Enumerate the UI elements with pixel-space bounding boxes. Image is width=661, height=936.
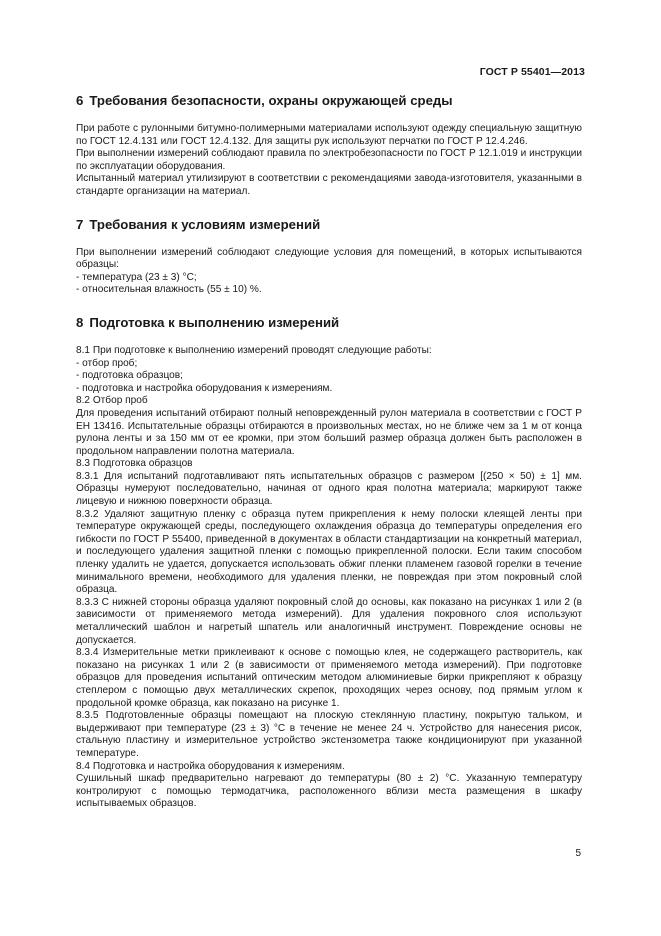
section-number: 6 — [76, 93, 84, 108]
section-7-heading — [76, 217, 582, 233]
paragraph: Испытанный материал утилизируют в соответствии с рекомендациями завода-изготовителя, указанными в стандарте организации на материал. — [76, 173, 582, 197]
paragraph: При выполнении измерений соблюдают следующие условия для помещений, в которых испытываются образцы: — [76, 246, 582, 271]
paragraph: При работе с рулонными битумно-полимерными материалами используют одежду специальную защитную по ГОСТ 12.4.131 или ГОСТ 12.4.132. Для защиты рук используют перчатки по ГОСТ Р 12.4.246. — [76, 123, 582, 147]
subsection-heading: 8.4 Подготовка и настройка оборудования к измерениям. — [76, 760, 345, 772]
list-item: - отбор проб; — [76, 357, 138, 369]
section-number: 8 — [76, 314, 84, 330]
section-title: Требования безопасности, охраны окружающей среды — [89, 93, 453, 108]
paragraph: 8.3.4 Измерительные метки приклеивают к основе с помощью клея, не содержащего растворитель, как показано на рисунках 1 или 2 (в зависимости от применяемого метода измерений). При подготовке образцов для проведения испытаний оптическим методом алюминиевые бирки прикрепляют к образцу степлером с помощью двух металлических скрепок, проходящих через основу, под прямым углом к продольной кромке образца, как показано на рисунке 1. — [76, 647, 582, 709]
section-8-heading — [76, 315, 582, 331]
list-item: - подготовка и настройка оборудования к измерениям. — [76, 382, 333, 394]
paragraph: Для проведения испытаний отбирают полный неповрежденный рулон материала в соответствии с ГОСТ Р ЕН 13416. Испытательные образцы отбираются в произвольных местах, но не ближе чем за 1 м от конца рулона ленты и за 150 мм от ее кромки, при этом больший размер образца должен быть расположен в продольном направлении полотна материала. — [76, 407, 582, 457]
section-title: Требования к условиям измерений — [89, 216, 321, 232]
paragraph: При выполнении измерений соблюдают правила по электробезопасности по ГОСТ Р 12.1.019 и инструкции по эксплуатации оборудования. — [76, 148, 582, 172]
subsection-heading: 8.3 Подготовка образцов — [76, 458, 193, 470]
paragraph: 8.3.2 Удаляют защитную пленку с образца путем прикрепления к нему полоски клеящей ленты при температуре окружающей среды, последующего охлаждения образца до температуры определения его гибкости по ГОСТ Р 55400, приведенной в документах в области стандартизации на конкретный материал, и последующего удаления защитной пленки с помощью прикрепленной полоски. Если таким способом пленку удалить не удается, допускается использовать обжиг пленки пламенем газовой горелки в течение минимального времени, необходимого для удаления пленки, не повреждая при этом покровный слой образца. — [76, 508, 582, 596]
section-6-heading — [76, 93, 582, 109]
paragraph: Сушильный шкаф предварительно нагревают до температуры (80 ± 2) °С. Указанную температуру контролируют с помощью термодатчика, расположенного вблизи места размещения в шкафу испытываемых образцов. — [76, 773, 582, 810]
paragraph: 8.1 При подготовке к выполнению измерений проводят следующие работы: — [76, 344, 432, 356]
list-item: - температура (23 ± 3) °С; — [76, 271, 197, 283]
section-title: Подготовка к выполнению измерений — [89, 314, 340, 330]
page-content — [76, 93, 582, 811]
section-number: 7 — [76, 216, 84, 232]
list-item: - относительная влажность (55 ± 10) %. — [76, 284, 262, 296]
list-item: - подготовка образцов; — [76, 370, 183, 382]
paragraph: 8.3.3 С нижней стороны образца удаляют покровный слой до основы, как показано на рисунках 1 или 2 (в зависимости от применяемого метода измерений). Для удаления покровного слоя используют металлический шаблон и нагретый шпатель или аналогичный инструмент. Повреждение основы не допускается. — [76, 596, 582, 646]
document-header: ГОСТ Р 55401—2013 — [479, 66, 585, 78]
paragraph: 8.3.1 Для испытаний подготавливают пять испытательных образцов с размером [(250 × 50) ± 1] мм. Образцы нумеруют последовательно, начиная от одного края полотна материала; маркируют также лицевую и нижнюю поверхности образца. — [76, 470, 582, 508]
page-number: 5 — [575, 848, 581, 859]
subsection-heading: 8.2 Отбор проб — [76, 395, 148, 407]
paragraph: 8.3.5 Подготовленные образцы помещают на плоскую стеклянную пластину, покрытую тальком, и выдерживают при температуре (23 ± 3) °С в течение не менее 24 ч. Устройство для нанесения рисок, стальную пластину и измерительное устройство экстензометра также кондиционируют при указанной температуре. — [76, 710, 582, 759]
